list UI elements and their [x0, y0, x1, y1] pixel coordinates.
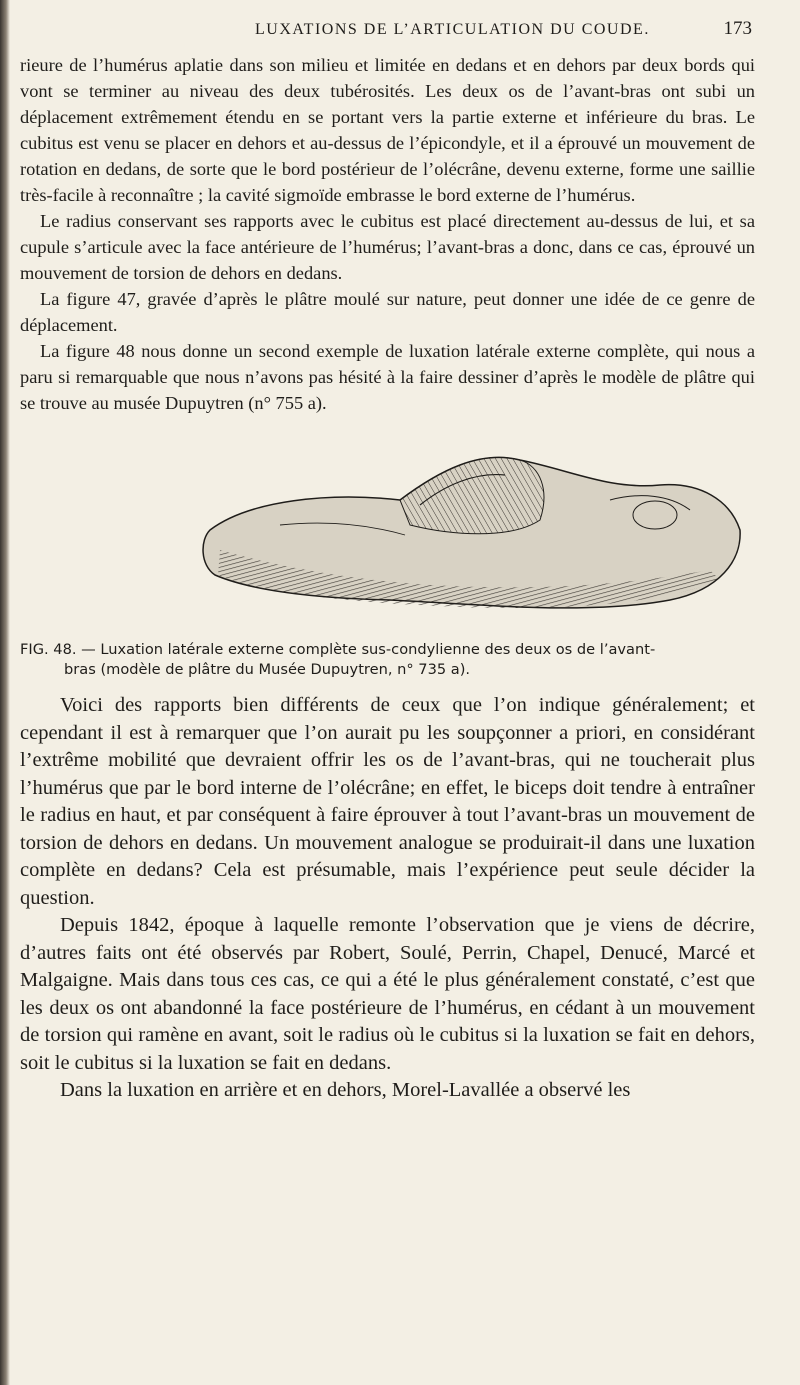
body-text-bottom: [20, 692, 755, 1105]
paragraph: Voici des rapports bien différents de ceux que l’on indique généralement; et cependant il est à remarquer que l’on aurait pu les soupçonner a priori, en considérant l’extrême mobilité que devraient offrir les os de l’avant-bras, qui ne toucherait plus l’humérus que par le bord interne de l’olécrâne; en effet, le biceps doit tendre à entraîner le radius en haut, et par conséquent à faire éprouver à tout l’avant-bras un mouvement de torsion de dehors en dedans. Un mouvement analogue se produirait-il dans une luxation complète en dedans? Cela est présumable, mais l’expérience peut seule décider la question.: [20, 694, 755, 909]
paragraph: Le radius conservant ses rapports avec le cubitus est placé directement au-dessus de lui, et sa cupule s’articule avec la face antérieure de l’humérus; l’avant-bras a donc, dans ce cas, éprouvé un mouvement de torsion de dehors en dedans.: [20, 211, 755, 283]
body-text-top: [20, 52, 755, 416]
paragraph: La figure 48 nous donne un second exemple de luxation latérale externe complète, qui nous a paru si remarquable que nous n’avons pas hésité à la faire dessiner d’après le modèle de plâtre qui se trouve au musée Dupuytren (n° 755 a).: [20, 341, 755, 413]
running-title: LUXATIONS DE L’ARTICULATION DU COUDE.: [255, 21, 650, 38]
paragraph: Dans la luxation en arrière et en dehors, Morel-Lavallée a observé les: [60, 1079, 631, 1101]
paragraph: La figure 47, gravée d’après le plâtre moulé sur nature, peut donner une idée de ce genre de déplacement.: [20, 289, 755, 335]
page-number: 173: [723, 18, 752, 39]
figure-48-engraving: [190, 430, 750, 630]
figure-caption: [20, 640, 750, 680]
caption-line: bras (modèle de plâtre du Musée Dupuytren, n° 735 a).: [64, 661, 471, 678]
running-header: [255, 18, 752, 40]
page-spine-shadow: [0, 0, 10, 1385]
caption-line: FIG. 48. — Luxation latérale externe complète sus-condylienne des deux os de l’avant-: [20, 641, 656, 658]
paragraph: rieure de l’humérus aplatie dans son milieu et limitée en dedans et en dehors par deux bords qui vont se terminer au niveau des deux tubérosités. Les deux os de l’avant-bras ont subi un déplacement extrêmement étendu en se portant vers la partie externe et inférieure du bras. Le cubitus est venu se placer en dehors et au-dessus de l’épicondyle, et il a éprouvé un mouvement de rotation en dedans, de sorte que le bord postérieur de l’olécrâne, devenu externe, forme une saillie très-facile à reconnaître ; la cavité sigmoïde embrasse le bord externe de l’humérus.: [20, 55, 755, 205]
arm-cast-engraving: [190, 430, 750, 630]
paragraph: Depuis 1842, époque à laquelle remonte l’observation que je viens de décrire, d’autres faits ont été observés par Robert, Soulé, Perrin, Chapel, Denucé, Marcé et Malgaigne. Mais dans tous ces cas, ce qui a été le plus généralement constaté, c’est que les deux os ont abandonné la face postérieure de l’humérus, en cédant à un mouvement de torsion qui ramène en avant, soit le radius où le cubitus si la luxation se fait en dehors, soit le cubitus si la luxation se fait en dedans.: [20, 914, 755, 1074]
